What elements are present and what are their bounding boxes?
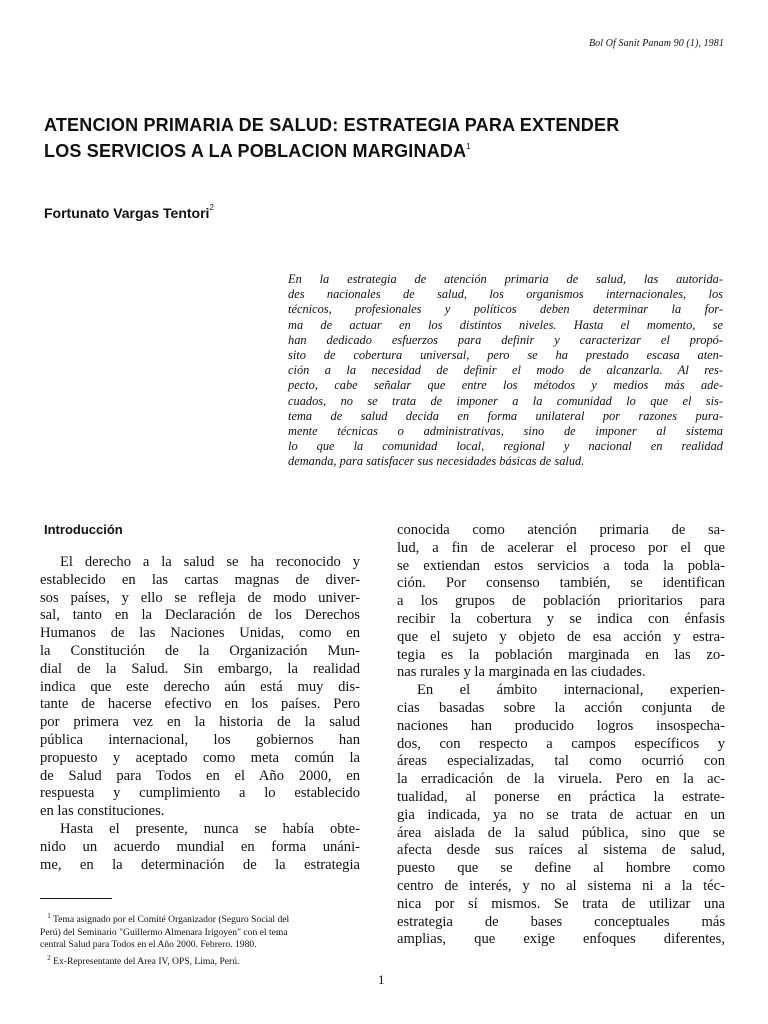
abstract-line: lo que la comunidad local, regional y nacional en realidad [288,439,723,454]
body-line: El derecho a la salud se ha reconocido y [60,554,360,570]
body-line: tegia es la población marginada en las zo- [397,646,725,663]
body-line: nido un acuerdo mundial en forma unáni- [40,838,360,855]
body-line: sal, tanto en la Declaración de los Derechos [40,607,360,624]
abstract-line: han dedicado esfuerzos para definir y caracterizar el propó- [288,332,723,347]
abstract-line: des nacionales de salud, los organismos internacionales, los [288,287,723,302]
abstract-line: pecto, cabe señalar que entre los métodos y medios más ade- [288,378,723,393]
body-column-left [40,554,360,874]
body-line: estrategia de bases conceptuales más [397,913,725,930]
body-line: indica que este derecho aún está muy dis- [40,678,360,695]
body-line: cias basadas sobre la acción conjunta de [397,699,725,716]
body-line: la erradicación de la viruela. Pero en la ac- [397,771,725,788]
body-line: tualidad, al ponerse en práctica la estrate- [397,788,725,805]
footnote-1-text: Tema asignado por el Comité Organizador (Seguro Social del [52,914,290,925]
abstract [288,272,723,470]
body-line: nica por sí mismos. Se trata de utilizar una [397,895,725,912]
body-line: Humanos de las Naciones Unidas, como en [40,625,360,642]
body-line: que el sujeto y objeto de esa acción y estra- [397,628,725,645]
body-line: centro de interés, y no al sistema ni a la téc- [397,877,725,894]
body-line: dos, con respecto a campos específicos y [397,735,725,752]
author-footnote-mark: 2 [209,203,214,212]
body-line: de Salud para Todos en el Año 2000, en [40,767,360,784]
abstract-line: sito de cobertura universal, pero se ha prestado escasa aten- [288,348,723,363]
body-line: sos países, y ello se refleja de modo univer- [40,589,360,606]
footnote-1-line: Perú) del Seminario "Guillermo Almenara Irigoyen" con el tema [40,926,288,938]
author-text: Fortunato Vargas Tentori [44,205,210,221]
author-name [44,203,214,221]
footnote-divider [40,898,112,899]
body-line: me, en la determinación de la estrategia [40,856,360,873]
footnote-2-mark: 2 [47,953,51,962]
section-heading-introduction: Introducción [44,522,123,537]
body-column-right [397,522,725,949]
abstract-line: En la estrategia de atención primaria de salud, las autorida- [288,272,723,286]
footnote-2-text: Ex-Representante del Area IV, OPS, Lima, Perú. [53,955,240,967]
body-line: puesto que se define al hombre como [397,860,725,877]
body-line: la Constitución de la Organización Mun- [40,642,360,659]
body-line: recibir la cobertura y se indica con énfasis [397,610,725,627]
body-line: dial de la Salud. Sin embargo, la realidad [40,660,360,677]
body-line: se extiendan estos servicios a toda la pobla- [397,557,725,574]
abstract-line: demanda, para satisfacer sus necesidades básicas de salud. [288,454,585,469]
body-line: gia indicada, ya no se trata de actuar en un [397,806,725,823]
body-line: área aislada de la salud pública, sino que se [397,824,725,841]
page-number: 1 [378,972,385,987]
abstract-line: tema de salud decida en forma unilateral por razones pura- [288,408,723,423]
body-line: por primera vez en la historia de la salud [40,714,360,731]
body-line: lud, a fin de acelerar el proceso por el que [397,539,725,556]
footnote-1-line [40,910,360,927]
title-line-1: ATENCION PRIMARIA DE SALUD: ESTRATEGIA PARA EXTENDER [44,115,620,135]
footnote-1-line: central Salud para Todos en el Año 2000. Febrero. 1980. [40,939,257,951]
title-footnote-mark: 1 [466,142,471,151]
body-line: tante de hacerse efectivo en los países. Pero [40,696,360,713]
article-title [44,114,734,162]
abstract-line: mente técnicas o administrativas, sino de imponer al sistema [288,424,723,439]
body-line: a los grupos de población prioritarios para [397,593,725,610]
body-line: áreas especializadas, tal como ocurrió con [397,753,725,770]
abstract-line: ma de actuar en los distintos niveles. Hasta el momento, se [288,317,723,332]
body-line: propuesto y aceptado como meta común la [40,749,360,766]
title-line-2-text: LOS SERVICIOS A LA POBLACION MARGINADA [44,141,467,161]
body-line: en las constituciones. [40,803,165,820]
footnote-1-mark: 1 [47,912,51,920]
footnote-2-line [40,952,360,969]
journal-reference: Bol Of Sanit Panam 90 (1), 1981 [588,38,724,49]
body-line: afecta desde sus raíces al sistema de salud, [397,842,725,859]
body-line: conocida como atención primaria de sa- [397,522,725,538]
body-line: amplias, que exige enfoques diferentes, [397,931,725,948]
body-line: naciones han producido logros insospecha- [397,717,725,734]
body-line: ción. Por consenso también, se identifican [397,575,725,592]
body-line: establecido en las cartas magnas de diver- [40,571,360,588]
body-line: Hasta el presente, nunca se había obte- [60,820,360,837]
abstract-line: cuados, no se trata de imponer a la comunidad lo que el sis- [288,393,723,408]
body-line: nas rurales y la marginada en las ciudades. [397,664,646,681]
body-line: respuesta y cumplimiento a lo establecido [40,785,360,802]
body-line: pública internacional, los gobiernos han [40,731,360,748]
title-line-2 [44,136,734,162]
body-line: En el ámbito internacional, experien- [417,682,725,699]
footnotes [40,910,360,968]
abstract-line: ción a la necesidad de definir el modo de alcanzarla. Al res- [288,363,723,378]
abstract-line: técnicos, profesionales y políticos deben determinar la for- [288,302,723,317]
